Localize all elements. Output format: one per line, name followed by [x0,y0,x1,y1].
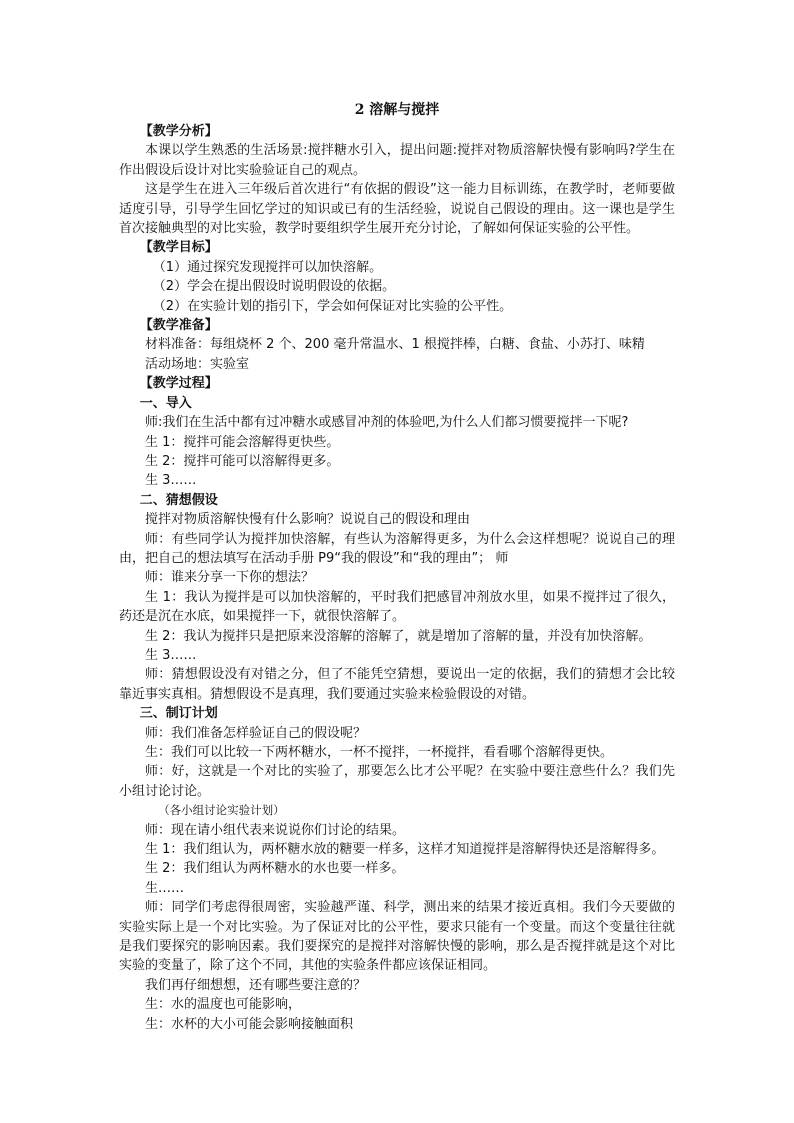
paragraph: 生 2：我认为搅拌只是把原来没溶解的溶解了，就是增加了溶解的量，并没有加快溶解。 [145,628,652,644]
section-heading: 一、导入 [139,395,192,411]
paragraph: 师:我们在生活中都有过冲糖水或感冒冲剂的体验吧,为什么人们都习惯要搅拌一下呢? [145,415,629,431]
paragraph: 生 1：搅拌可能会溶解得更快些。 [145,434,340,450]
paragraph: 本课以学生熟悉的生活场景:搅拌糖水引入，提出问题:搅拌对物质溶解快慢有影响吗?学生在作出假设后设计对比实验验证自己的观点。 [119,143,675,178]
paragraph: 师：同学们考虑得很周密，实验越严谨、科学，测出来的结果才接近真相。我们今天要做的实验实际上是一个对比实验。为了保证对比的公平性，要求只能有一个变量。而这个变量往往就是我们要探究的影响因素。我们要探究的是搅拌对溶解快慢的影响，那么是否搅拌就是这个对比实验的变量了，除了这个不同，其他的实验条件都应该保证相同。 [119,900,675,974]
paragraph: 师：好，这就是一个对比的实验了，那要怎么比才公平呢？在实验中要注意些什么？我们先小组讨论讨论。 [119,764,675,799]
section-heading: 【教学准备】 [139,318,218,334]
paragraph: 生…… [145,880,185,896]
goal-item: （2）学会在提出假设时说明假设的依据。 [152,279,396,295]
paragraph: 材料准备：每组烧杯 2 个、200 毫升常温水、1 根搅拌棒，白糖、食盐、小苏打、味精 [145,337,645,353]
paragraph: 师：我们准备怎样验证自己的假设呢？ [145,725,367,741]
document-page [119,100,675,1034]
paragraph: 生 2：我们组认为两杯糖水的水也要一样多。 [145,861,405,877]
paragraph: 这是学生在进入三年级后首次进行“有依据的假设”这一能力目标训练，在教学时，老师要做适度引导，引导学生回忆学过的知识或已有的生活经验，说说自己假设的理由。这一课也是学生首次接触典型的对比实验，教学时要组织学生展开充分讨论，了解如何保证实验的公平性。 [119,182,675,237]
paragraph: （各小组讨论实验计划） [158,803,285,818]
section-heading: 【教学过程】 [139,376,218,392]
paragraph: 生 1：我认为搅拌是可以加快溶解的，平时我们把感冒冲剂放水里，如果不搅拌过了很久，药还是沉在水底，如果搅拌一下，就很快溶解了。 [119,589,675,625]
section-heading: 【教学分析】 [139,124,218,139]
paragraph: 生 3…… [145,473,197,489]
paragraph: 生 1：我们组认为，两杯糖水放的糖要一样多，这样才知道搅拌是溶解得快还是溶解得多。 [145,842,665,858]
paragraph: 生 3…… [145,647,197,663]
page-title: 2 溶解与搅拌 [354,102,440,118]
paragraph: 师：谁来分享一下你的想法？ [145,570,315,586]
section-heading: 二、猜想假设 [139,492,218,508]
goal-item: （1）通过探究发现搅拌可以加快溶解。 [152,259,383,275]
paragraph: 生：水的温度也可能影响， [145,997,302,1013]
paragraph: 师：猜想假设没有对错之分，但了不能凭空猜想，要说出一定的依据，我们的猜想才会比较靠近事实真相。猜想假设不是真理，我们要通过实验来检验假设的对错。 [119,667,675,702]
paragraph: 生 2：搅拌可能可以溶解得更多。 [145,453,340,469]
paragraph: 我们再仔细想想，还有哪些要注意的？ [145,977,367,993]
section-heading: 三、制订计划 [139,706,218,722]
paragraph: 师：有些同学认为搅拌加快溶解，有些认为溶解得更多，为什么会这样想呢？说说自己的理由，把自己的想法填写在活动手册 P9“我的假设”和“我的理由”； 师 [119,531,675,566]
paragraph: 活动场地：实验室 [145,356,250,372]
paragraph: 搅拌对物质溶解快慢有什么影响？说说自己的假设和理由 [145,512,471,528]
document-body [119,122,675,1034]
section-heading: 【教学目标】 [139,240,218,256]
paragraph: 生：我们可以比较一下两杯糖水，一杯不搅拌，一杯搅拌，看看哪个溶解得更快。 [145,745,614,760]
paragraph: 师：现在请小组代表来说说你们讨论的结果。 [145,822,406,838]
goal-item: （2）在实验计划的指引下，学会如何保证对比实验的公平性。 [152,298,513,314]
paragraph: 生：水杯的大小可能会影响接触面积 [145,1016,354,1032]
